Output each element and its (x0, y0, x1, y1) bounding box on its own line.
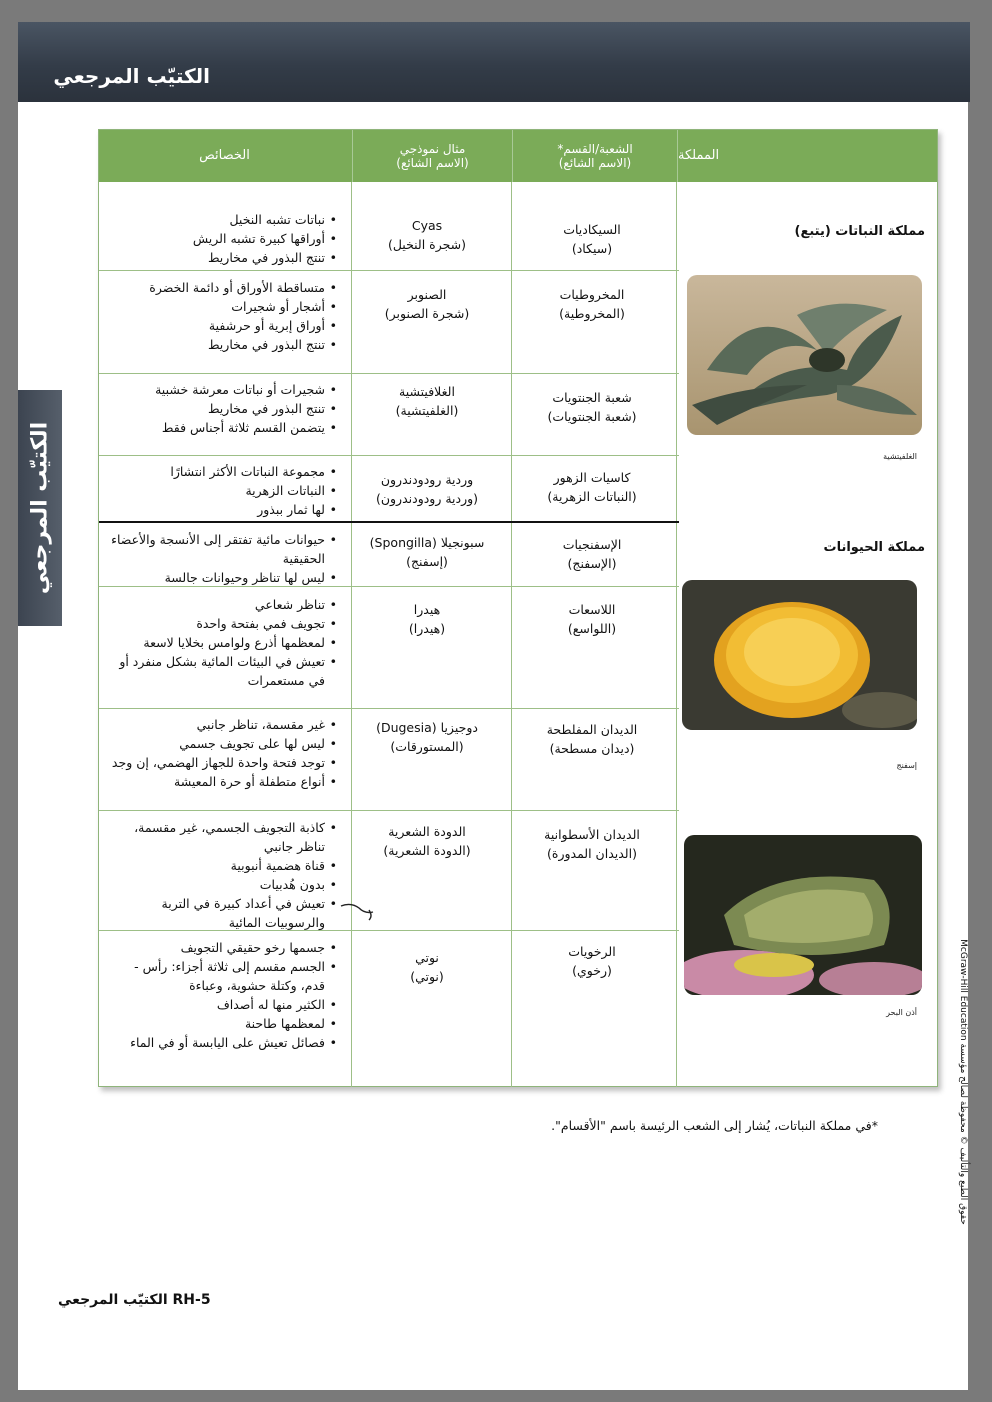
feature-item: • شجيرات أو نباتات معرشة خشبية (107, 380, 337, 399)
feature-item: • لها ثمار ببذور (107, 500, 337, 519)
feature-item: • النباتات الزهرية (107, 481, 337, 500)
feature-item: • توجد فتحة واحدة للجهاز الهضمي، إن وجد (107, 753, 337, 772)
phylum-cell: شعبة الجنتويات (شعبة الجنتويات) (547, 390, 637, 424)
phylum-cell: اللاسعات (اللواسع) (567, 602, 617, 636)
side-tab[interactable] (18, 390, 62, 626)
example-cell: وردية رودودندرون (وردية رودودندرون) (375, 472, 479, 506)
example-cell: الصنوبر (شجرة الصنوبر) (384, 287, 470, 321)
feature-item: • أنواع متطفلة أو حرة المعيشة (107, 772, 337, 791)
feature-item: • أوراق إبرية أو حرشفية (107, 316, 337, 335)
header-banner (18, 22, 970, 102)
feature-item: • الجسم مقسم إلى ثلاثة أجزاء: رأس - قدم، وكتلة حشوية، وعباءة (107, 957, 337, 995)
row-divider (99, 373, 679, 374)
side-tab-label: الكتيّب المرجعي (27, 421, 53, 595)
col-kingdom: المملكة (677, 130, 937, 182)
feature-item: • يتضمن القسم ثلاثة أجناس فقط (107, 418, 337, 437)
example-cell: دوجيزيا (Dugesia) (المستورقات) (376, 720, 478, 754)
example-cell: سبونجيلا (Spongilla) (إسفنج) (369, 535, 485, 569)
col-phylum: الشعبة/القسم* (الاسم الشائع) (512, 130, 677, 182)
page (18, 22, 968, 1390)
features-cell (107, 715, 337, 791)
kingdom-divider (99, 521, 679, 523)
example-cell: الدودة الشعرية (الدودة الشعرية) (383, 824, 471, 858)
caption-sponge: إسفنج (896, 761, 917, 770)
col-example: مثال نموذجي (الاسم الشائع) (352, 130, 512, 182)
feature-item: • الكثير منها له أصداف (107, 995, 337, 1014)
feature-item: • لمعظمها أذرع ولوامس بخلايا لاسعة (107, 633, 337, 652)
feature-item: • أشجار أو شجيرات (107, 297, 337, 316)
header-title: الكتيّب المرجعي (53, 64, 210, 88)
welwitschia-photo (687, 275, 922, 435)
abalone-photo (684, 835, 922, 995)
feature-item: • قناة هضمية أنبوبية (107, 856, 337, 875)
feature-item: • كاذبة التجويف الجسمي، غير مقسمة، تناظر جانبي (107, 818, 337, 856)
feature-item: • جسمها رخو حقيقي التجويف (107, 938, 337, 957)
phylum-cell: الديدان المفلطحة (ديدان مسطحة) (546, 722, 638, 756)
example-cell: Cyas (شجرة النخيل) (387, 218, 467, 252)
phylum-cell: الإسفنجيات (الإسفنج) (562, 537, 622, 571)
features-cell (107, 818, 337, 932)
phylum-cell: الرخويات (رخوي) (568, 944, 616, 978)
feature-item: • لمعظمها طاحنة (107, 1014, 337, 1033)
footer-page-number: RH-5 (172, 1292, 211, 1308)
feature-item: • ليس لها على تجويف جسمي (107, 734, 337, 753)
feature-item: • نباتات تشبه النخيل (107, 210, 337, 229)
features-cell (107, 380, 337, 437)
table-header (99, 130, 937, 182)
features-cell (107, 595, 337, 690)
features-cell (107, 278, 337, 354)
row-divider (99, 270, 679, 271)
kingdom-animals: مملكة الحيوانات (823, 540, 925, 555)
footer-title: الكتيّب المرجعي (58, 1292, 168, 1308)
row-divider (99, 455, 679, 456)
grid-line (351, 182, 352, 1087)
feature-item: • أوراقها كبيرة تشبه الريش (107, 229, 337, 248)
feature-item: • تعيش في أعداد كبيرة في التربة والرسوبيات المائية (107, 894, 337, 932)
feature-item: • مجموعة النباتات الأكثر انتشارًا (107, 462, 337, 481)
feature-item: • غير مقسمة، تناظر جانبي (107, 715, 337, 734)
phylum-cell: الديدان الأسطوانية (الديدان المدورة) (544, 827, 640, 861)
feature-item: • ليس لها تناظر وحيوانات جالسة (107, 568, 337, 587)
classification-table (98, 129, 938, 1087)
features-cell (107, 938, 337, 1052)
example-cell: نوتي (نوتي) (410, 950, 444, 984)
row-divider (99, 708, 679, 709)
sponge-photo (682, 580, 917, 730)
kingdom-plants: مملكة النباتات (يتبع) (794, 224, 925, 239)
feature-item: • تنتج البذور في مخاريط (107, 248, 337, 267)
example-cell: الغلافيتشية (الغلفيتشية) (395, 384, 459, 418)
feature-item: • تناظر شعاعي (107, 595, 337, 614)
feature-item: • بدون هُدبيات (107, 875, 337, 894)
feature-item: • تعيش في البيئات المائية بشكل منفرد أو في مستعمرات (107, 652, 337, 690)
features-cell (107, 462, 337, 519)
phylum-cell: السيكاديات (سيكاد) (563, 222, 621, 256)
col-features: الخصائص (199, 148, 250, 164)
pen-mark (339, 898, 379, 926)
features-cell (107, 530, 337, 587)
feature-item: • تجويف فمي بفتحة واحدة (107, 614, 337, 633)
features-cell (107, 210, 337, 267)
phylum-cell: كاسيات الزهور (النباتات الزهرية) (547, 470, 637, 504)
feature-item: • تنتج البذور في مخاريط (107, 335, 337, 354)
publisher-credit: حقوق الطبع والتأليف © محفوظة لصالح مؤسسة McGraw-Hill Education (958, 939, 968, 1225)
phylum-cell: المخروطيات (المخروطية) (559, 287, 625, 321)
feature-item: • متساقطة الأوراق أو دائمة الخضرة (107, 278, 337, 297)
page-footer (58, 1292, 211, 1308)
feature-item: • حيوانات مائية تفتقر إلى الأنسجة والأعضاء الحقيقية (107, 530, 337, 568)
row-divider (99, 810, 679, 811)
example-cell: هيدرا (هيدرا) (408, 602, 446, 636)
footnote: *في مملكة النباتات، يُشار إلى الشعب الرئيسة باسم "الأقسام". (551, 1118, 878, 1133)
grid-line (676, 182, 677, 1087)
caption-abalone: أذن البحر (886, 1008, 917, 1017)
caption-welwitschia: الغلفيتشية (883, 452, 917, 461)
feature-item: • تنتج البذور في مخاريط (107, 399, 337, 418)
feature-item: • فصائل تعيش على اليابسة أو في الماء (107, 1033, 337, 1052)
